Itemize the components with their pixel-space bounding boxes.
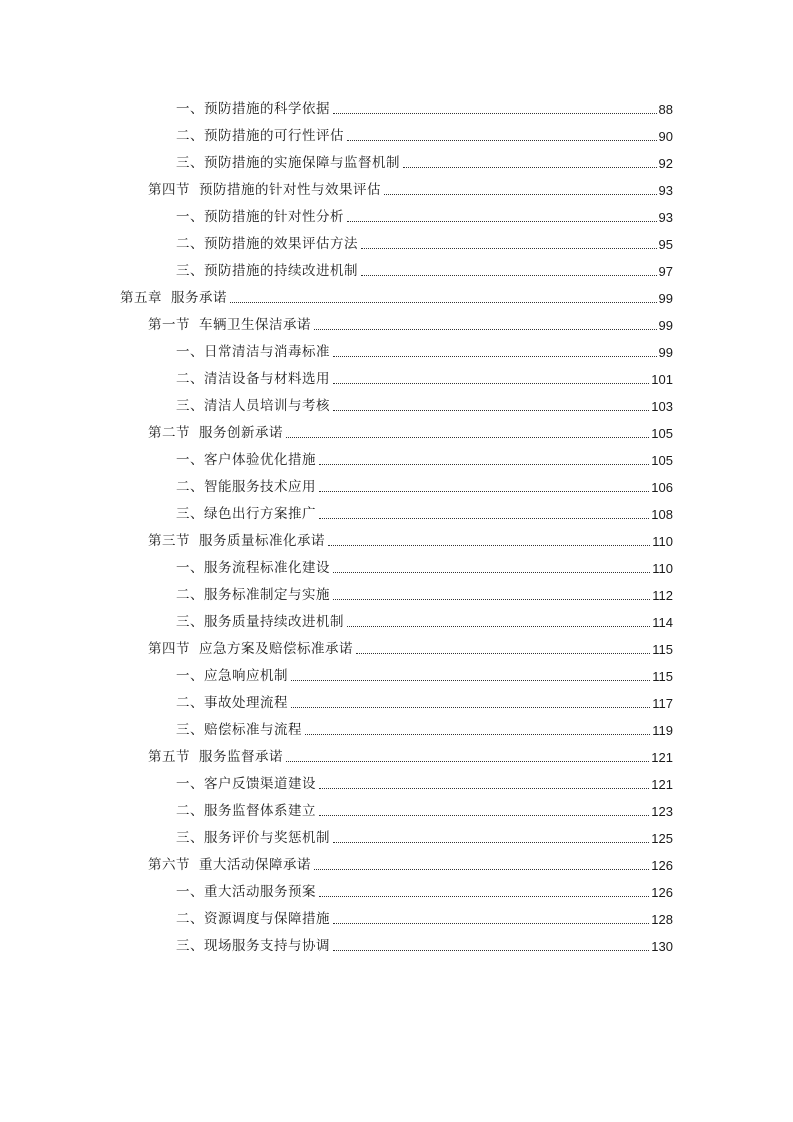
toc-dot-leader xyxy=(291,679,650,681)
toc-section-entry[interactable] xyxy=(0,312,793,339)
toc-entry-number: 三、 xyxy=(176,938,204,954)
toc-section-entry[interactable] xyxy=(0,636,793,663)
toc-dot-leader xyxy=(319,814,649,816)
toc-entry-label xyxy=(148,852,311,879)
toc-entry-number: 第三节 xyxy=(148,533,190,549)
toc-dot-leader xyxy=(230,301,657,303)
toc-dot-leader xyxy=(314,328,657,330)
toc-entry-title: 服务流程标准化建设 xyxy=(204,560,330,576)
toc-page-number: 112 xyxy=(652,588,673,603)
toc-dot-leader xyxy=(347,625,650,627)
toc-entry-number: 一、 xyxy=(176,344,204,360)
toc-page-number: 125 xyxy=(651,831,673,846)
toc-page-number: 101 xyxy=(651,372,673,387)
toc-subsection-entry[interactable] xyxy=(0,717,793,744)
toc-dot-leader xyxy=(333,409,649,411)
toc-dot-leader xyxy=(305,733,650,735)
toc-subsection-entry[interactable] xyxy=(0,96,793,123)
toc-entry-label xyxy=(176,258,358,285)
toc-chapter-entry[interactable] xyxy=(0,285,793,312)
toc-subsection-entry[interactable] xyxy=(0,825,793,852)
toc-page-number: 119 xyxy=(652,723,673,738)
toc-entry-number: 二、 xyxy=(176,911,204,927)
toc-dot-leader xyxy=(384,193,657,195)
toc-dot-leader xyxy=(333,355,657,357)
toc-entry-title: 智能服务技术应用 xyxy=(204,479,316,495)
toc-subsection-entry[interactable] xyxy=(0,663,793,690)
toc-entry-label xyxy=(176,582,330,609)
toc-page-number: 130 xyxy=(651,939,673,954)
toc-page-number: 106 xyxy=(651,480,673,495)
toc-entry-title: 预防措施的针对性与效果评估 xyxy=(199,182,381,198)
toc-entry-label xyxy=(176,393,330,420)
toc-dot-leader xyxy=(319,490,649,492)
toc-dot-leader xyxy=(319,895,649,897)
toc-entry-label xyxy=(176,96,330,123)
toc-entry-label xyxy=(176,906,330,933)
toc-subsection-entry[interactable] xyxy=(0,771,793,798)
toc-entry-number: 一、 xyxy=(176,560,204,576)
toc-subsection-entry[interactable] xyxy=(0,123,793,150)
toc-page-number: 93 xyxy=(658,210,673,225)
toc-page-number: 103 xyxy=(651,399,673,414)
toc-entry-label xyxy=(176,474,316,501)
toc-page-number: 115 xyxy=(652,669,673,684)
toc-entry-number: 一、 xyxy=(176,452,204,468)
toc-page-number: 108 xyxy=(651,507,673,522)
toc-entry-label xyxy=(176,690,288,717)
toc-entry-number: 三、 xyxy=(176,506,204,522)
toc-dot-leader xyxy=(333,571,650,573)
toc-dot-leader xyxy=(286,436,649,438)
toc-entry-title: 预防措施的实施保障与监督机制 xyxy=(204,155,400,171)
toc-dot-leader xyxy=(356,652,650,654)
toc-entry-number: 第四节 xyxy=(148,641,190,657)
toc-entry-number: 二、 xyxy=(176,236,204,252)
toc-subsection-entry[interactable] xyxy=(0,933,793,960)
toc-entry-number: 三、 xyxy=(176,398,204,414)
toc-entry-number: 二、 xyxy=(176,803,204,819)
toc-entry-title: 客户体验优化措施 xyxy=(204,452,316,468)
toc-dot-leader xyxy=(319,517,649,519)
toc-page-number: 97 xyxy=(658,264,673,279)
toc-entry-title: 资源调度与保障措施 xyxy=(204,911,330,927)
toc-page-number: 92 xyxy=(658,156,673,171)
toc-page-number: 105 xyxy=(651,453,673,468)
toc-entry-number: 第二节 xyxy=(148,425,190,441)
toc-subsection-entry[interactable] xyxy=(0,555,793,582)
toc-page-number: 105 xyxy=(651,426,673,441)
toc-dot-leader xyxy=(314,868,649,870)
toc-entry-label xyxy=(176,798,316,825)
toc-entry-title: 重大活动保障承诺 xyxy=(199,857,311,873)
toc-entry-number: 二、 xyxy=(176,587,204,603)
toc-entry-title: 清洁设备与材料选用 xyxy=(204,371,330,387)
toc-entry-label xyxy=(148,312,311,339)
toc-entry-label xyxy=(148,528,325,555)
toc-entry-number: 三、 xyxy=(176,263,204,279)
toc-dot-leader xyxy=(347,220,657,222)
toc-entry-title: 清洁人员培训与考核 xyxy=(204,398,330,414)
toc-entry-number: 一、 xyxy=(176,776,204,792)
toc-subsection-entry[interactable] xyxy=(0,582,793,609)
toc-subsection-entry[interactable] xyxy=(0,150,793,177)
toc-entry-title: 服务评价与奖惩机制 xyxy=(204,830,330,846)
toc-dot-leader xyxy=(319,463,649,465)
toc-entry-title: 事故处理流程 xyxy=(204,695,288,711)
toc-entry-number: 第四节 xyxy=(148,182,190,198)
toc-entry-label xyxy=(176,231,358,258)
table-of-contents xyxy=(0,96,793,960)
toc-entry-title: 预防措施的可行性评估 xyxy=(204,128,344,144)
toc-entry-number: 一、 xyxy=(176,101,204,117)
toc-entry-title: 预防措施的科学依据 xyxy=(204,101,330,117)
toc-dot-leader xyxy=(403,166,657,168)
toc-page-number: 93 xyxy=(658,183,673,198)
toc-dot-leader xyxy=(333,949,649,951)
toc-dot-leader xyxy=(361,274,657,276)
toc-page-number: 88 xyxy=(658,102,673,117)
toc-page-number: 117 xyxy=(652,696,673,711)
toc-entry-title: 服务标准制定与实施 xyxy=(204,587,330,603)
toc-page-number: 115 xyxy=(652,642,673,657)
toc-entry-number: 第五节 xyxy=(148,749,190,765)
toc-dot-leader xyxy=(333,598,650,600)
toc-entry-title: 现场服务支持与协调 xyxy=(204,938,330,954)
toc-entry-title: 绿色出行方案推广 xyxy=(204,506,316,522)
toc-entry-number: 二、 xyxy=(176,695,204,711)
toc-entry-title: 服务监督体系建立 xyxy=(204,803,316,819)
toc-entry-label xyxy=(148,420,283,447)
toc-entry-number: 三、 xyxy=(176,614,204,630)
toc-subsection-entry[interactable] xyxy=(0,690,793,717)
toc-page-number: 110 xyxy=(652,561,673,576)
toc-dot-leader xyxy=(319,787,649,789)
toc-subsection-entry[interactable] xyxy=(0,447,793,474)
toc-entry-title: 服务承诺 xyxy=(171,290,227,306)
toc-page-number: 95 xyxy=(658,237,673,252)
toc-entry-title: 服务质量标准化承诺 xyxy=(199,533,325,549)
toc-entry-label xyxy=(176,933,330,960)
toc-subsection-entry[interactable] xyxy=(0,501,793,528)
toc-entry-title: 应急响应机制 xyxy=(204,668,288,684)
toc-page-number: 128 xyxy=(651,912,673,927)
toc-entry-label xyxy=(176,501,316,528)
toc-entry-number: 三、 xyxy=(176,830,204,846)
toc-entry-title: 客户反馈渠道建设 xyxy=(204,776,316,792)
toc-entry-label xyxy=(176,879,316,906)
toc-entry-label xyxy=(176,123,344,150)
toc-entry-title: 车辆卫生保洁承诺 xyxy=(199,317,311,333)
toc-entry-title: 赔偿标准与流程 xyxy=(204,722,302,738)
toc-section-entry[interactable] xyxy=(0,744,793,771)
toc-entry-number: 第六节 xyxy=(148,857,190,873)
toc-subsection-entry[interactable] xyxy=(0,879,793,906)
toc-entry-label xyxy=(176,663,288,690)
toc-entry-number: 一、 xyxy=(176,668,204,684)
toc-subsection-entry[interactable] xyxy=(0,258,793,285)
toc-entry-label xyxy=(120,285,227,312)
toc-dot-leader xyxy=(333,841,649,843)
toc-section-entry[interactable] xyxy=(0,177,793,204)
toc-subsection-entry[interactable] xyxy=(0,366,793,393)
toc-entry-title: 服务质量持续改进机制 xyxy=(204,614,344,630)
toc-page-number: 126 xyxy=(651,858,673,873)
toc-entry-label xyxy=(176,339,330,366)
toc-page-number: 90 xyxy=(658,129,673,144)
toc-page-number: 121 xyxy=(651,750,673,765)
toc-entry-title: 应急方案及赔偿标准承诺 xyxy=(199,641,353,657)
toc-subsection-entry[interactable] xyxy=(0,339,793,366)
toc-entry-number: 第一节 xyxy=(148,317,190,333)
toc-entry-title: 服务监督承诺 xyxy=(199,749,283,765)
toc-entry-label xyxy=(176,150,400,177)
toc-entry-title: 重大活动服务预案 xyxy=(204,884,316,900)
toc-page-number: 110 xyxy=(652,534,673,549)
toc-entry-title: 服务创新承诺 xyxy=(199,425,283,441)
toc-entry-label xyxy=(148,744,283,771)
toc-page-number: 99 xyxy=(658,291,673,306)
toc-section-entry[interactable] xyxy=(0,420,793,447)
toc-entry-number: 二、 xyxy=(176,128,204,144)
toc-dot-leader xyxy=(333,382,649,384)
toc-entry-label xyxy=(176,609,344,636)
toc-entry-number: 一、 xyxy=(176,209,204,225)
toc-dot-leader xyxy=(347,139,657,141)
toc-entry-number: 三、 xyxy=(176,722,204,738)
toc-dot-leader xyxy=(328,544,650,546)
toc-dot-leader xyxy=(291,706,650,708)
toc-page-number: 121 xyxy=(651,777,673,792)
toc-entry-title: 预防措施的持续改进机制 xyxy=(204,263,358,279)
toc-subsection-entry[interactable] xyxy=(0,204,793,231)
toc-entry-number: 二、 xyxy=(176,479,204,495)
toc-subsection-entry[interactable] xyxy=(0,609,793,636)
toc-entry-number: 第五章 xyxy=(120,290,162,306)
toc-entry-title: 预防措施的效果评估方法 xyxy=(204,236,358,252)
toc-dot-leader xyxy=(333,112,657,114)
toc-entry-label xyxy=(176,366,330,393)
toc-page-number: 126 xyxy=(651,885,673,900)
toc-entry-label xyxy=(176,717,302,744)
toc-entry-title: 日常清洁与消毒标准 xyxy=(204,344,330,360)
toc-subsection-entry[interactable] xyxy=(0,231,793,258)
toc-page-number: 99 xyxy=(658,318,673,333)
toc-entry-title: 预防措施的针对性分析 xyxy=(204,209,344,225)
toc-entry-label xyxy=(176,204,344,231)
toc-entry-label xyxy=(148,177,381,204)
toc-entry-label xyxy=(176,825,330,852)
toc-entry-number: 三、 xyxy=(176,155,204,171)
toc-entry-label xyxy=(176,447,316,474)
toc-subsection-entry[interactable] xyxy=(0,474,793,501)
toc-page-number: 114 xyxy=(652,615,673,630)
toc-dot-leader xyxy=(333,922,649,924)
toc-dot-leader xyxy=(286,760,649,762)
toc-section-entry[interactable] xyxy=(0,528,793,555)
toc-subsection-entry[interactable] xyxy=(0,393,793,420)
toc-subsection-entry[interactable] xyxy=(0,798,793,825)
toc-subsection-entry[interactable] xyxy=(0,906,793,933)
toc-section-entry[interactable] xyxy=(0,852,793,879)
toc-page-number: 123 xyxy=(651,804,673,819)
toc-entry-number: 一、 xyxy=(176,884,204,900)
toc-entry-label xyxy=(148,636,353,663)
toc-dot-leader xyxy=(361,247,657,249)
toc-entry-number: 二、 xyxy=(176,371,204,387)
toc-entry-label xyxy=(176,555,330,582)
toc-page-number: 99 xyxy=(658,345,673,360)
toc-entry-label xyxy=(176,771,316,798)
